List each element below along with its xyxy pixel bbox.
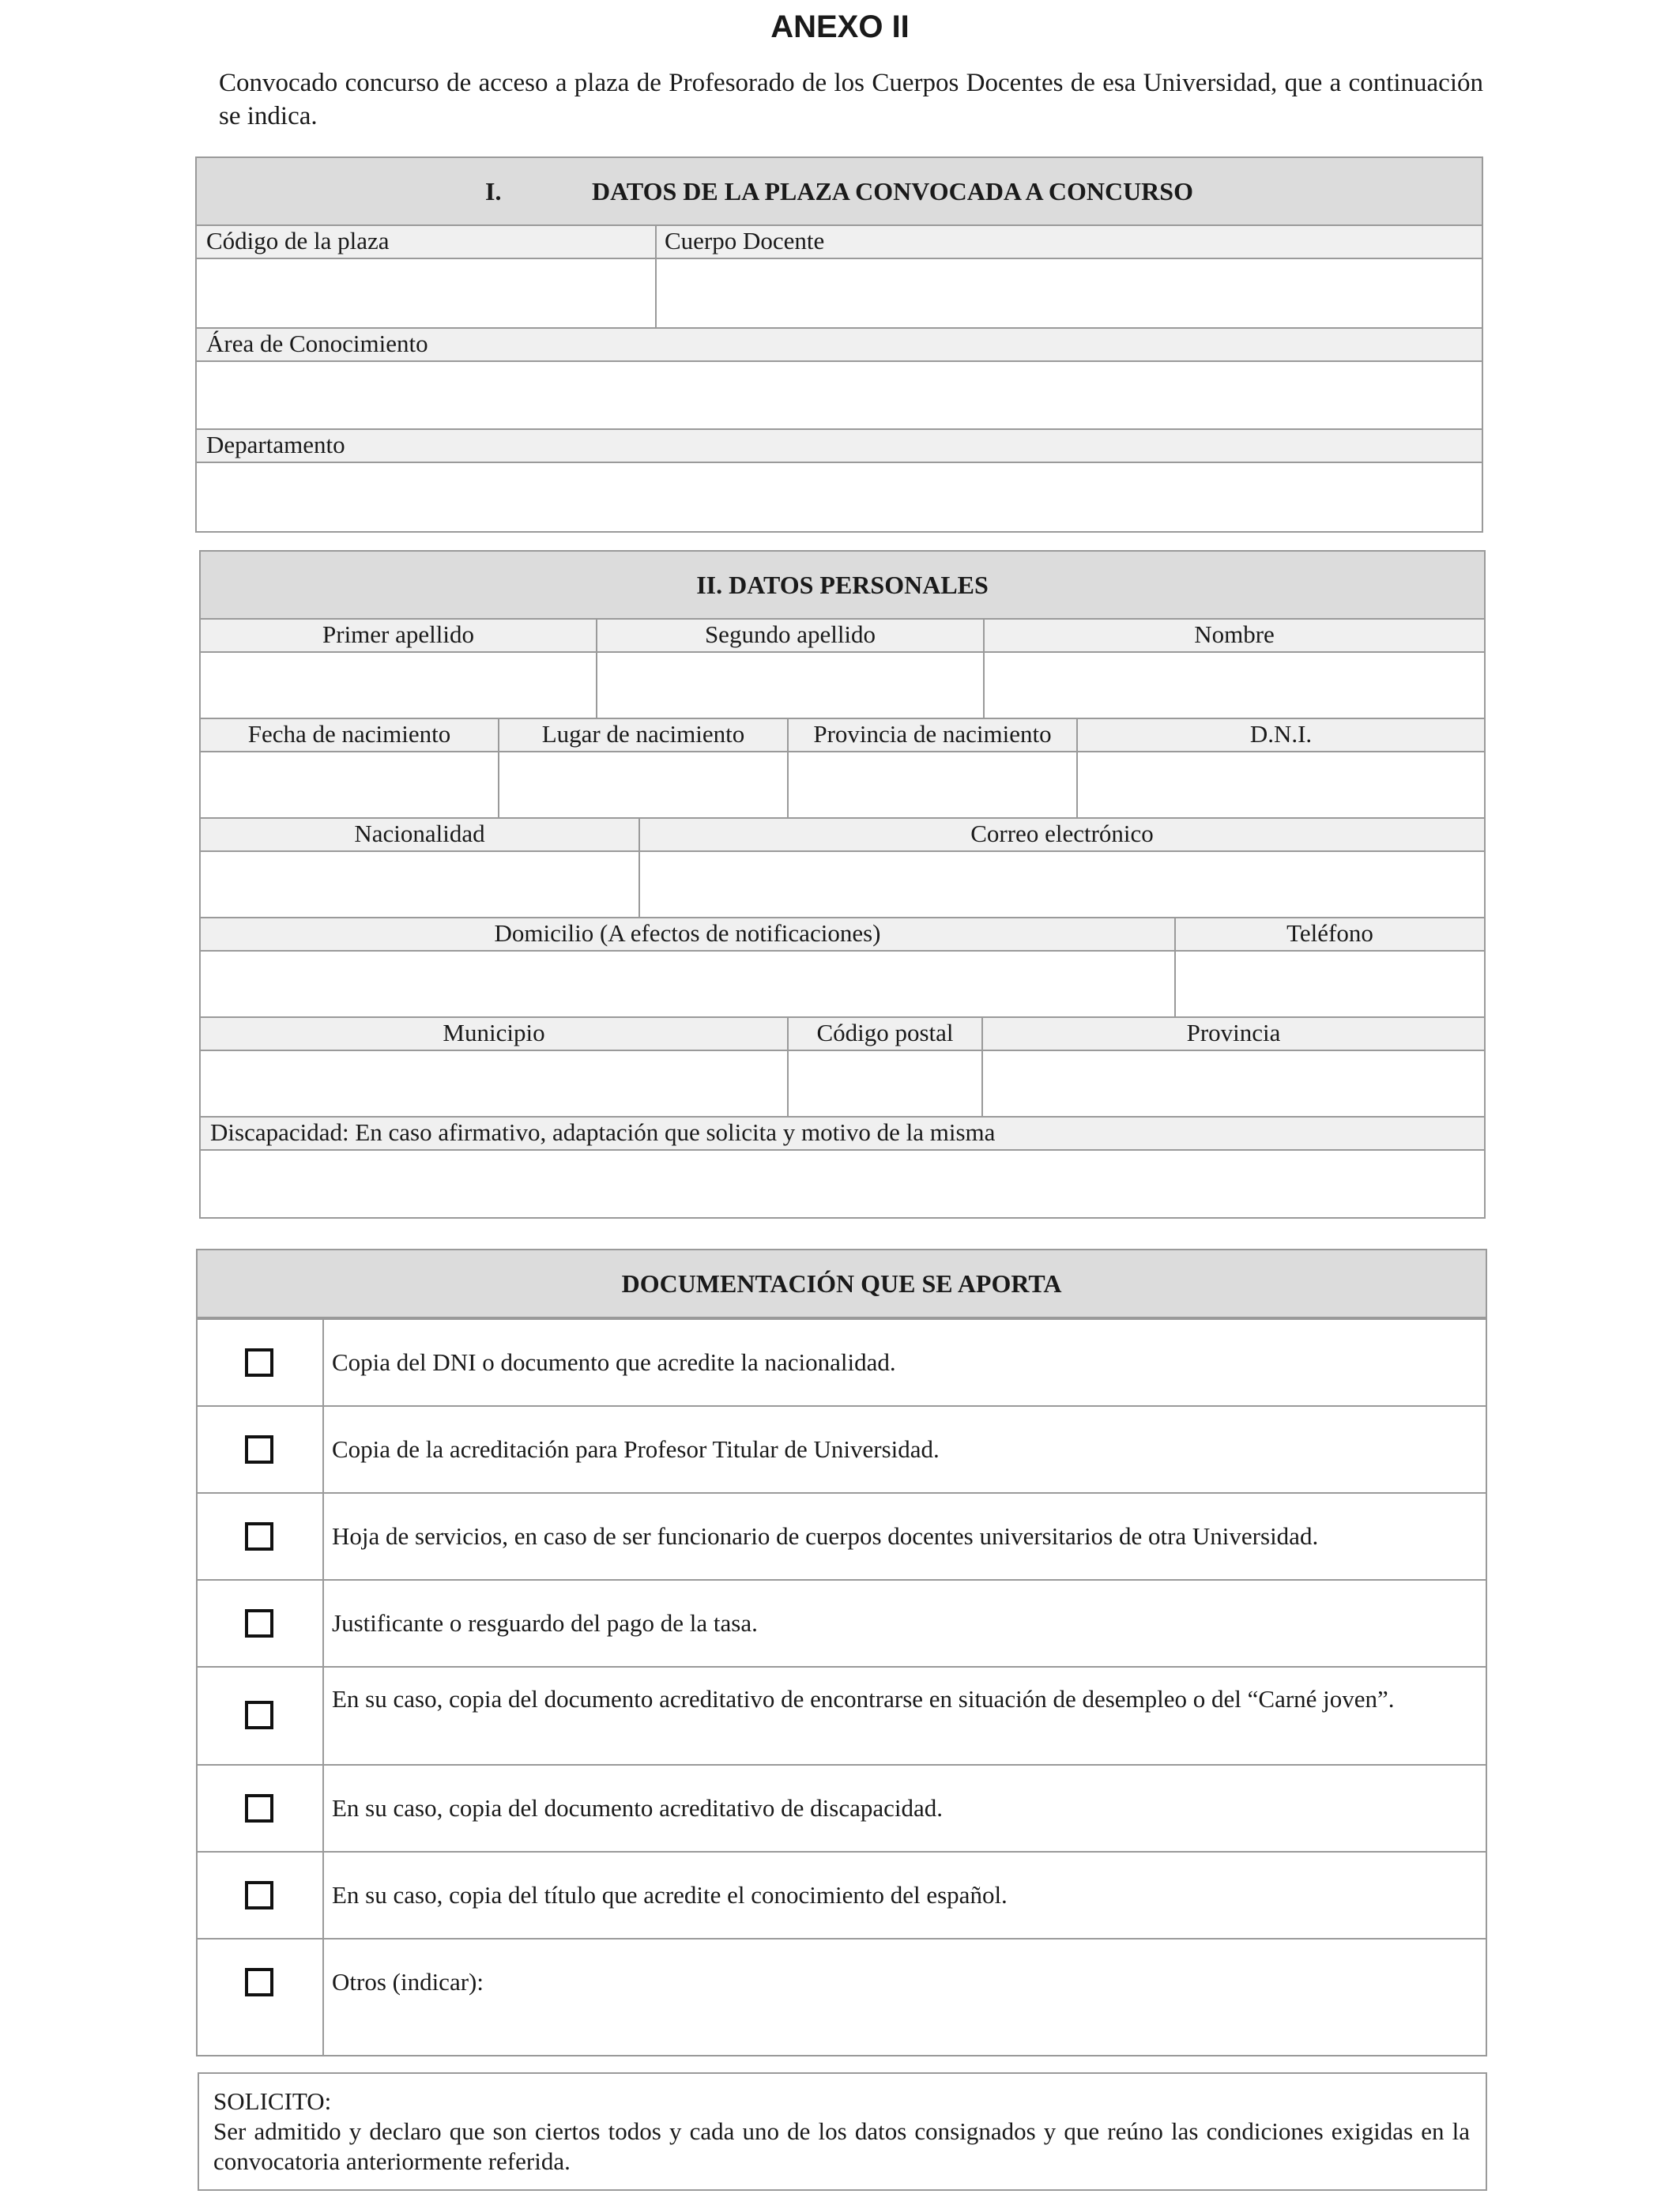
input-nombre[interactable] <box>985 653 1484 718</box>
doc-item-label: Copia del DNI o documento que acredite la nacionalidad. <box>332 1348 896 1376</box>
input-cuerpo-docente[interactable] <box>657 259 1482 327</box>
label-codigo-plaza: Código de la plaza <box>197 226 655 258</box>
doc-checkbox[interactable] <box>245 1701 273 1729</box>
section-documentacion <box>196 1249 1487 2056</box>
section-plaza-title: DATOS DE LA PLAZA CONVOCADA A CONCURSO <box>592 176 1193 205</box>
label-telefono: Teléfono <box>1176 918 1484 950</box>
doc-item-label: Hoja de servicios, en caso de ser funcionario de cuerpos docentes universitarios de otra Universidad. <box>332 1522 1319 1550</box>
solicito-text: Ser admitido y declaro que son ciertos todos y cada uno de los datos consignados y que reúno las condiciones exigidas en la convocatoria anteriormente referida. <box>213 2117 1470 2175</box>
input-municipio[interactable] <box>201 1051 787 1116</box>
label-segundo-apellido: Segundo apellido <box>597 620 983 651</box>
label-municipio: Municipio <box>201 1018 787 1050</box>
section-plaza-number: I. <box>485 176 502 205</box>
label-domicilio: Domicilio (A efectos de notificaciones) <box>201 918 1174 950</box>
input-discapacidad[interactable] <box>201 1151 1484 1217</box>
intro-paragraph: Convocado concurso de acceso a plaza de Profesorado de los Cuerpos Docentes de esa Universidad, que a continuación se indica. <box>219 69 1483 130</box>
label-primer-apellido: Primer apellido <box>201 620 596 651</box>
input-domicilio[interactable] <box>201 952 1174 1016</box>
doc-item <box>198 1851 1486 1938</box>
input-codigo-plaza[interactable] <box>197 259 655 327</box>
doc-item-label: En su caso, copia del título que acredite el conocimiento del español. <box>332 1881 1008 1909</box>
input-segundo-apellido[interactable] <box>597 653 983 718</box>
label-area-conocimiento: Área de Conocimiento <box>197 329 1482 360</box>
doc-item <box>198 1405 1486 1492</box>
doc-checkbox[interactable] <box>245 1794 273 1823</box>
doc-item <box>198 1938 1486 2055</box>
section-documentacion-header: DOCUMENTACIÓN QUE SE APORTA <box>198 1250 1486 1318</box>
doc-item-label: En su caso, copia del documento acreditativo de discapacidad. <box>332 1794 943 1822</box>
doc-item <box>198 1492 1486 1579</box>
label-discapacidad: Discapacidad: En caso afirmativo, adaptación que solicita y motivo de la misma <box>201 1118 1484 1149</box>
solicito-box <box>198 2072 1487 2191</box>
label-provincia: Provincia <box>983 1018 1484 1050</box>
input-primer-apellido[interactable] <box>201 653 596 718</box>
section-plaza-header <box>197 158 1482 226</box>
doc-item <box>198 1764 1486 1851</box>
label-departamento: Departamento <box>197 430 1482 462</box>
doc-item-label: Justificante o resguardo del pago de la tasa. <box>332 1609 758 1637</box>
input-area-conocimiento[interactable] <box>197 362 1482 428</box>
doc-item <box>198 1318 1486 1405</box>
doc-item <box>198 1579 1486 1666</box>
input-lugar-nacimiento[interactable] <box>499 752 787 817</box>
label-fecha-nacimiento: Fecha de nacimiento <box>201 719 498 751</box>
doc-checkbox[interactable] <box>245 1348 273 1377</box>
label-dni: D.N.I. <box>1078 719 1484 751</box>
label-correo: Correo electrónico <box>640 819 1484 850</box>
label-codigo-postal: Código postal <box>789 1018 981 1050</box>
input-provincia-nacimiento[interactable] <box>789 752 1076 817</box>
label-cuerpo-docente: Cuerpo Docente <box>655 226 1482 258</box>
doc-checkbox[interactable] <box>245 1968 273 1996</box>
input-dni[interactable] <box>1078 752 1484 817</box>
input-provincia[interactable] <box>983 1051 1484 1116</box>
input-fecha-nacimiento[interactable] <box>201 752 498 817</box>
section-datos-personales <box>199 550 1486 1219</box>
solicito-heading: SOLICITO: <box>213 2087 332 2115</box>
label-provincia-nacimiento: Provincia de nacimiento <box>789 719 1076 751</box>
doc-checkbox[interactable] <box>245 1881 273 1909</box>
input-codigo-postal[interactable] <box>789 1051 981 1116</box>
input-correo[interactable] <box>640 852 1484 917</box>
doc-checkbox[interactable] <box>245 1435 273 1464</box>
doc-item <box>198 1666 1486 1764</box>
doc-item-label: Copia de la acreditación para Profesor Titular de Universidad. <box>332 1435 940 1463</box>
doc-checkbox[interactable] <box>245 1522 273 1551</box>
section-plaza <box>195 156 1483 533</box>
doc-item-label: En su caso, copia del documento acreditativo de encontrarse en situación de desempleo o del “Carné joven”. <box>332 1685 1395 1713</box>
label-lugar-nacimiento: Lugar de nacimiento <box>499 719 787 751</box>
page-title: ANEXO II <box>770 9 910 44</box>
label-nacionalidad: Nacionalidad <box>201 819 638 850</box>
input-telefono[interactable] <box>1176 952 1484 1016</box>
label-nombre: Nombre <box>985 620 1484 651</box>
doc-item-label: Otros (indicar): <box>332 1968 484 1996</box>
section-datos-personales-header: II. DATOS PERSONALES <box>201 552 1484 620</box>
input-departamento[interactable] <box>197 463 1482 531</box>
input-nacionalidad[interactable] <box>201 852 638 917</box>
doc-checkbox[interactable] <box>245 1609 273 1638</box>
